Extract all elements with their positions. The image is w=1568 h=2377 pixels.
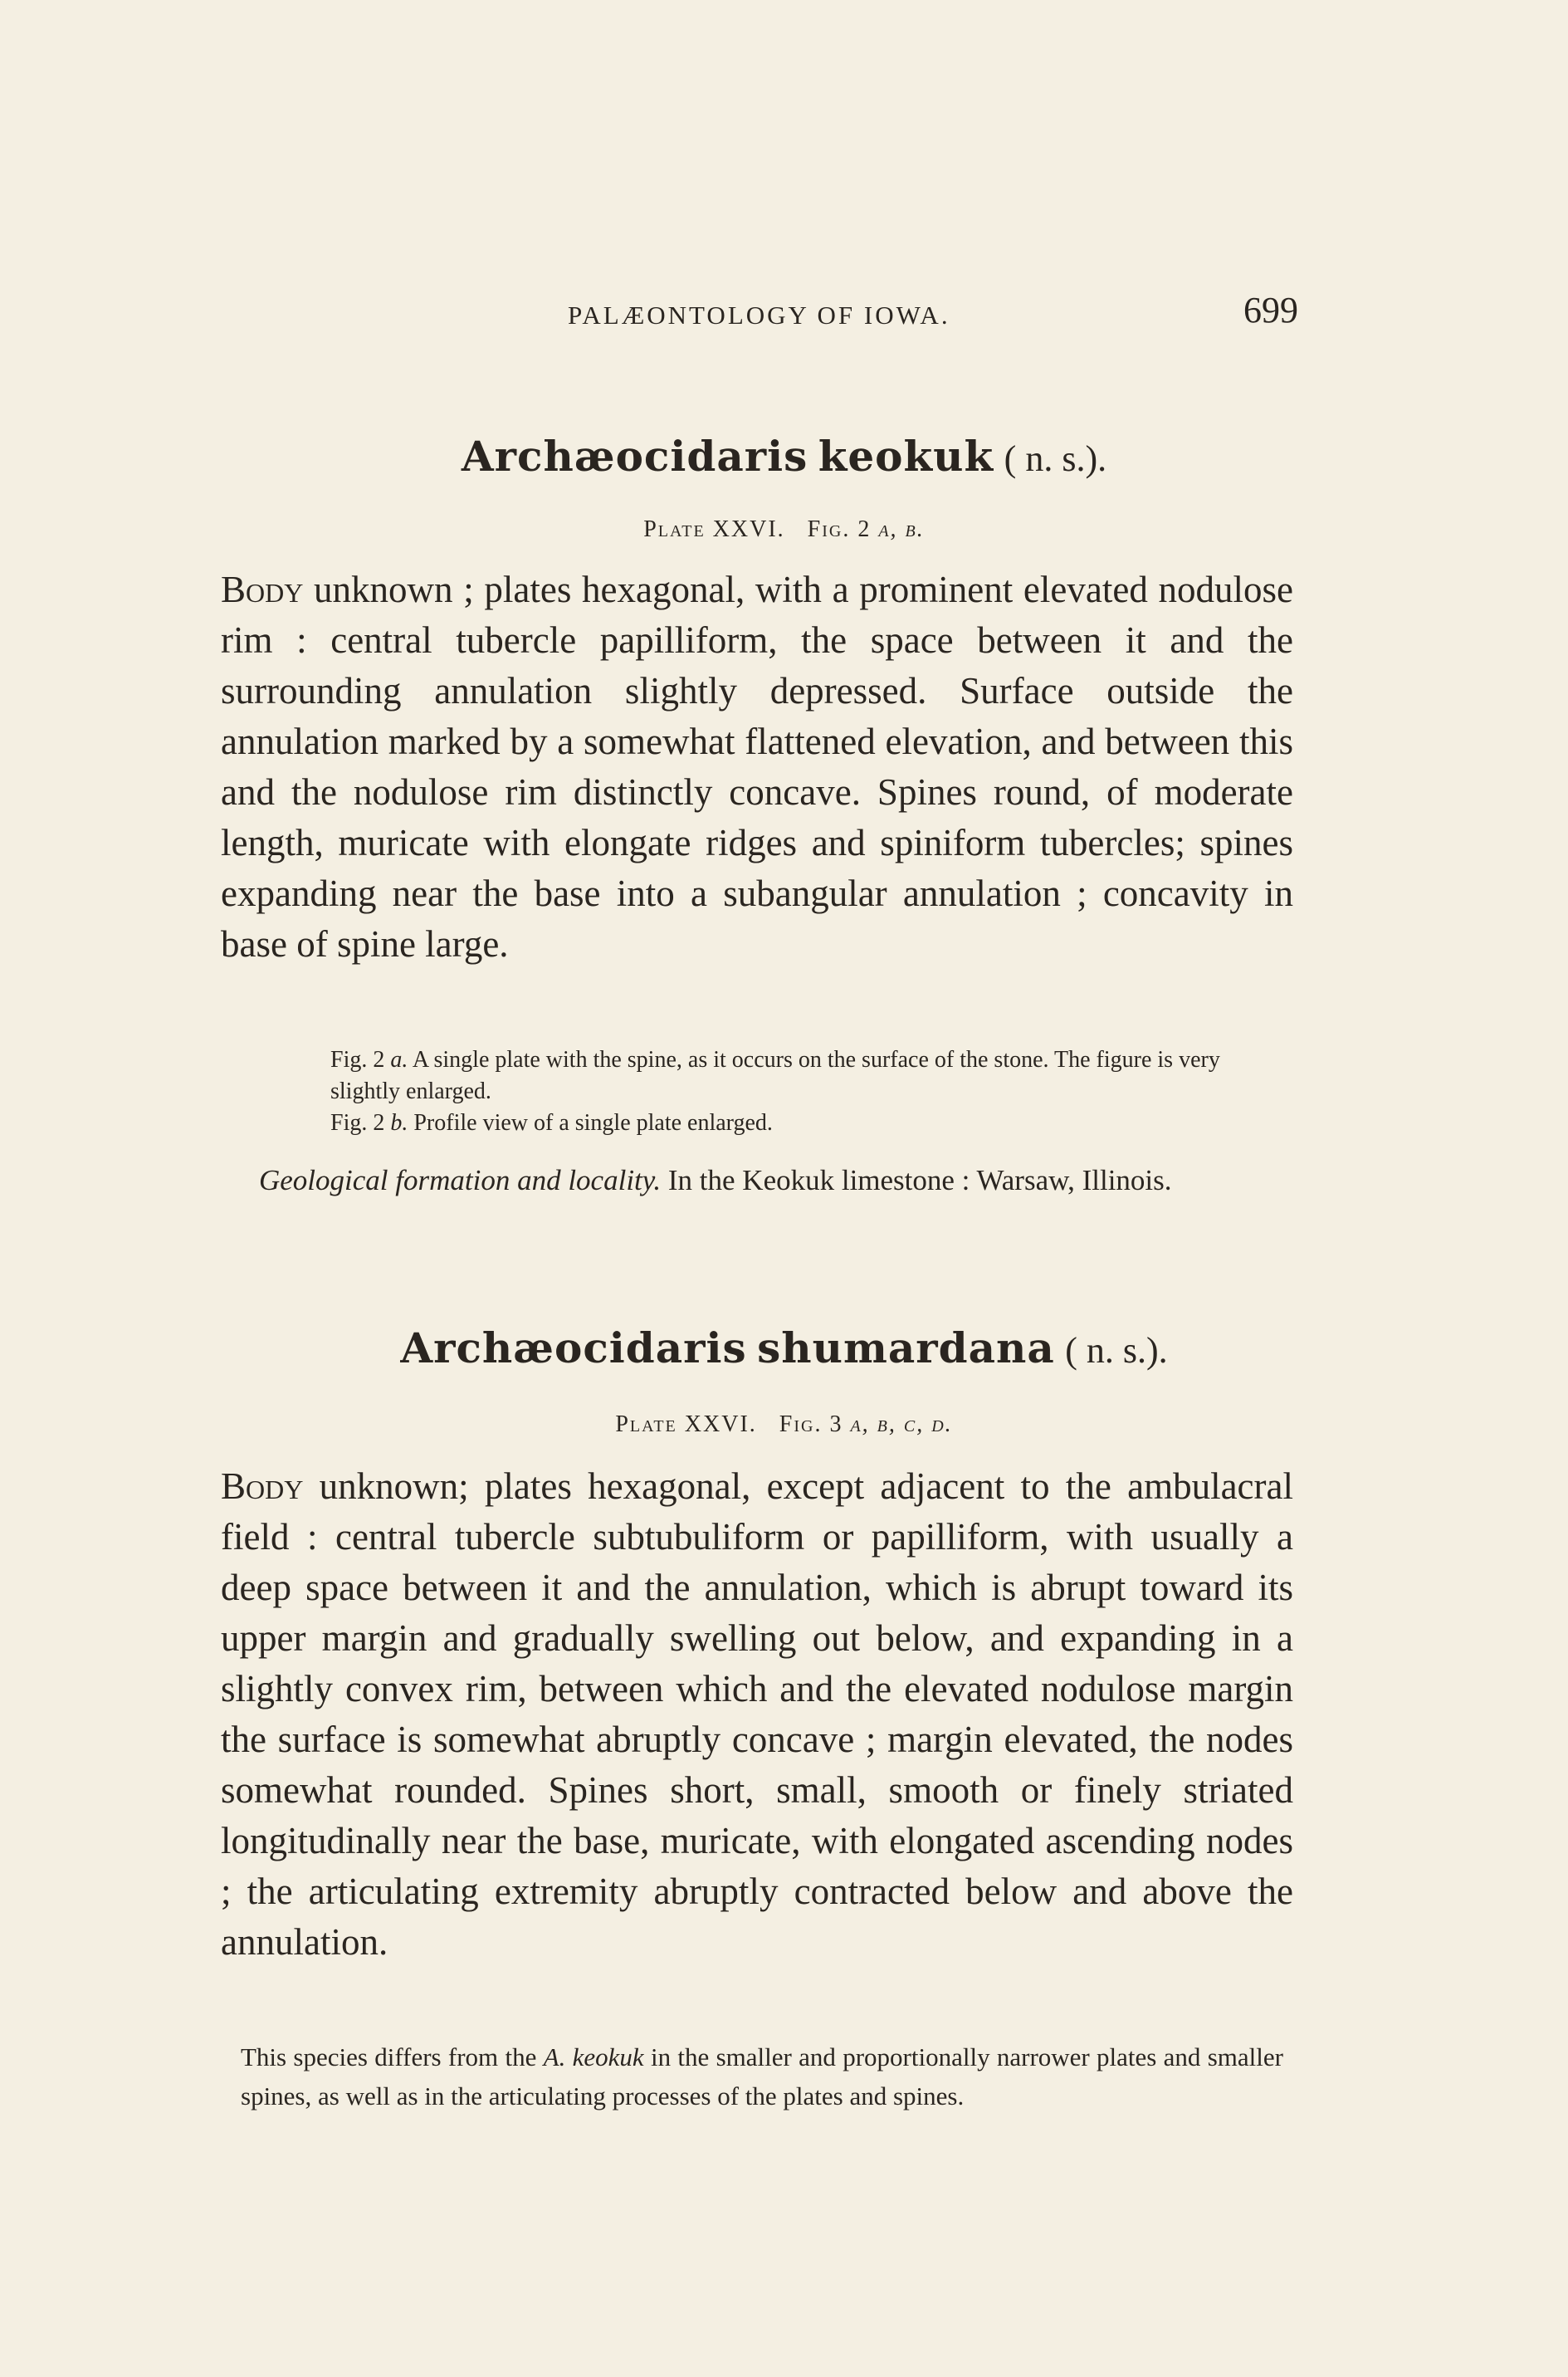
figure-parts: a, b, c, d. — [850, 1411, 953, 1437]
figure-explanation — [330, 1108, 1293, 1139]
species-title-keokuk — [0, 432, 1568, 481]
species-description — [221, 565, 1293, 970]
description-text: unknown; plates hexagonal, except adjacent to the ambulacral field : central tubercle subtubuliform or papilliform, with usually a deep space between it and the annulation, which is abrupt toward its upper margin and gradually swelling out below, and expanding in a slightly convex rim, between which and the elevated nodulose margin the surface is somewhat abruptly concave ; margin elevated, the nodes somewhat rounded. Spines short, small, smooth or finely striated longitudinally near the base, muricate, with elongated ascending nodes ; the articulating extremity abruptly contracted below and above the annulation. — [221, 1465, 1293, 1963]
species-status: ( n. s.). — [1065, 1330, 1168, 1371]
description-lead: Body — [221, 569, 304, 610]
note-text-before: This species differs from the — [241, 2042, 544, 2071]
description-lead: Body — [221, 1465, 304, 1507]
figure-explanation-text: A single plate with the spine, as it occurs on the surface of the stone. The figure is very slightly enlarged. — [330, 1047, 1220, 1104]
comparison-note — [241, 2037, 1283, 2115]
plate-label: Plate XXVI. — [615, 1411, 757, 1437]
figure-explanation-label: Fig. 2 — [330, 1110, 385, 1136]
note-species-reference: A. keokuk — [543, 2042, 644, 2071]
running-title: PALÆONTOLOGY OF IOWA. — [568, 301, 950, 330]
figure-explanation-part: a. — [390, 1047, 408, 1073]
page-number: 699 — [1243, 290, 1298, 330]
figure-explanation-label: Fig. 2 — [330, 1047, 385, 1073]
note-text-after: in the smaller and proportionally narrower plates and smaller spines, as well as in the articulating processes of the plates and spines. — [241, 2042, 1283, 2110]
figure-label: Fig. 3 — [779, 1411, 843, 1437]
figure-label: Fig. 2 — [807, 516, 872, 542]
genus-name: Archæocidaris — [400, 1323, 747, 1372]
plate-reference — [0, 1411, 1568, 1438]
figure-explanation-text: Profile view of a single plate enlarged. — [413, 1110, 773, 1136]
locality-label: Geological formation and locality. — [259, 1164, 662, 1196]
species-epithet: keokuk — [818, 432, 994, 481]
species-epithet: shumardana — [757, 1323, 1055, 1372]
running-head — [219, 289, 1298, 339]
plate-reference — [0, 516, 1568, 543]
genus-name: Archæocidaris — [461, 432, 808, 481]
plate-label: Plate XXVI. — [643, 516, 785, 542]
figure-explanation-part: b. — [390, 1110, 408, 1136]
description-text: unknown ; plates hexagonal, with a prominent elevated nodulose rim : central tubercle papilliform, the space between it and the surrounding annulation slightly depressed. Surface outside the annulation marked by a somewhat flattened elevation, and between this and the nodulose rim distinctly concave. Spines round, of moderate length, muricate with elongate ridges and spiniform tubercles; spines expanding near the base into a subangular annulation ; concavity in base of spine large. — [221, 569, 1293, 965]
geological-locality — [221, 1161, 1293, 1201]
figure-parts: a, b. — [878, 516, 925, 542]
locality-text: In the Keokuk limestone : Warsaw, Illinois. — [661, 1164, 1172, 1196]
figure-explanation — [330, 1044, 1293, 1108]
species-description — [221, 1461, 1293, 1968]
species-status: ( n. s.). — [1004, 438, 1107, 479]
species-title-shumardana — [0, 1323, 1568, 1372]
